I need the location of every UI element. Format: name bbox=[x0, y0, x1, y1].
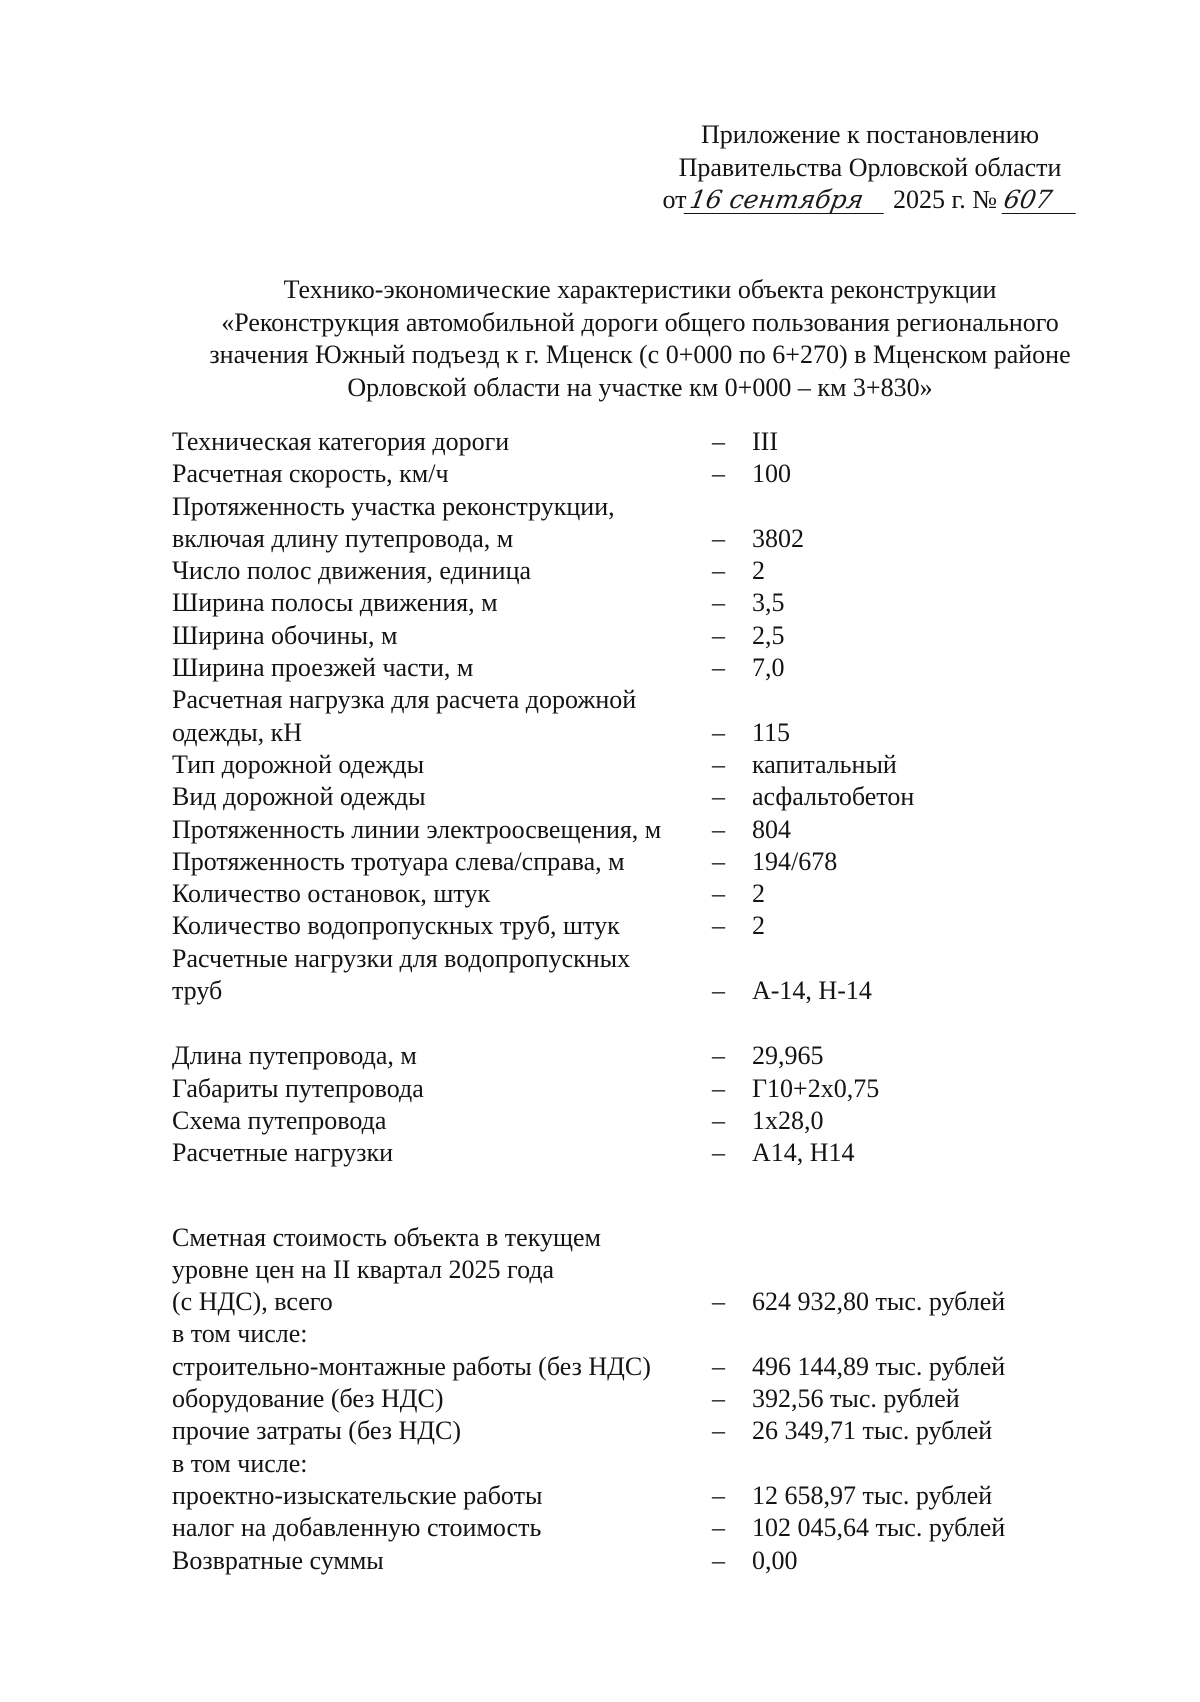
dash-separator: – bbox=[712, 1513, 725, 1543]
characteristic-value: 3802 bbox=[752, 523, 804, 553]
dash-separator: – bbox=[712, 1287, 725, 1317]
characteristic-row bbox=[172, 1415, 1172, 1447]
characteristic-value: III bbox=[752, 427, 778, 456]
dash-separator: – bbox=[712, 588, 725, 618]
characteristic-label: (с НДС), всего bbox=[172, 1287, 333, 1317]
characteristic-row bbox=[172, 555, 1172, 587]
appendix-header-line1: Приложение к постановлению bbox=[700, 120, 1040, 149]
characteristic-value: 1х28,0 bbox=[752, 1105, 824, 1135]
characteristic-row bbox=[172, 975, 1172, 1007]
characteristic-label: проектно-изыскательские работы bbox=[172, 1480, 543, 1510]
characteristic-label: налог на добавленную стоимость bbox=[172, 1513, 542, 1543]
characteristic-row bbox=[172, 523, 1172, 555]
dash-separator: – bbox=[712, 911, 725, 941]
characteristic-value: А14, Н14 bbox=[752, 1138, 855, 1168]
characteristic-row bbox=[172, 846, 1172, 878]
characteristic-label: Протяженность участка реконструкции, bbox=[172, 491, 615, 521]
characteristic-label: уровне цен на II квартал 2025 года bbox=[172, 1254, 555, 1284]
characteristic-label: Габариты путепровода bbox=[172, 1073, 424, 1103]
characteristic-label: в том числе: bbox=[172, 1448, 308, 1478]
title-line: значения Южный подъезд к г. Мценск (с 0+000 по 6+270) в Мценском районе bbox=[209, 340, 1071, 369]
characteristic-row bbox=[172, 491, 1172, 523]
characteristic-row bbox=[172, 814, 1172, 846]
dash-separator: – bbox=[712, 814, 725, 844]
characteristic-label: Расчетная нагрузка для расчета дорожной bbox=[172, 685, 637, 715]
characteristic-label: одежды, кН bbox=[172, 717, 303, 747]
dash-separator: – bbox=[712, 749, 725, 779]
characteristics-section bbox=[172, 426, 1172, 1007]
dash-separator: – bbox=[712, 556, 725, 586]
characteristic-value: 0,00 bbox=[752, 1545, 798, 1575]
characteristic-row bbox=[172, 426, 1172, 458]
dash-separator: – bbox=[712, 976, 725, 1006]
characteristic-value: 29,965 bbox=[752, 1041, 824, 1071]
characteristic-label: Расчетные нагрузки bbox=[172, 1138, 394, 1168]
dash-separator: – bbox=[712, 1351, 725, 1381]
characteristic-label: включая длину путепровода, м bbox=[172, 523, 514, 553]
characteristic-label: Расчетные нагрузки для водопропускных bbox=[172, 943, 631, 973]
title-line: Технико-экономические характеристики объекта реконструкции bbox=[283, 275, 997, 304]
characteristic-value: 26 349,71 тыс. рублей bbox=[752, 1416, 993, 1446]
characteristic-row bbox=[172, 910, 1172, 942]
characteristic-label: Протяженность линии электроосвещения, м bbox=[172, 814, 662, 844]
characteristics-list bbox=[172, 426, 1172, 1577]
characteristic-label: Техническая категория дороги bbox=[172, 427, 510, 456]
characteristic-label: в том числе: bbox=[172, 1319, 308, 1349]
characteristic-label: Сметная стоимость объекта в текущем bbox=[172, 1222, 601, 1252]
characteristic-row bbox=[172, 1222, 1172, 1254]
dash-separator: – bbox=[712, 1138, 725, 1168]
handwritten-number: 607 bbox=[1001, 187, 1080, 214]
characteristic-row bbox=[172, 1480, 1172, 1512]
characteristic-row bbox=[172, 781, 1172, 813]
year-number-label: 2025 г. № bbox=[892, 185, 998, 214]
characteristic-value: асфальтобетон bbox=[752, 782, 915, 812]
document-title bbox=[110, 274, 1170, 404]
characteristic-label: Ширина полосы движения, м bbox=[172, 588, 498, 618]
characteristic-value: А-14, Н-14 bbox=[752, 976, 872, 1006]
dash-separator: – bbox=[712, 1480, 725, 1510]
characteristic-label: прочие затраты (без НДС) bbox=[172, 1416, 461, 1446]
characteristic-row bbox=[172, 684, 1172, 716]
dash-separator: – bbox=[712, 1384, 725, 1414]
characteristic-label: Число полос движения, единица bbox=[172, 556, 532, 586]
characteristic-value: 12 658,97 тыс. рублей bbox=[752, 1480, 993, 1510]
handwritten-date: 16 сентября bbox=[684, 187, 889, 214]
characteristic-value: 804 bbox=[752, 814, 791, 844]
dash-separator: – bbox=[712, 1545, 725, 1575]
characteristic-value: 115 bbox=[752, 717, 791, 747]
dash-separator: – bbox=[712, 459, 725, 489]
characteristic-row bbox=[172, 587, 1172, 619]
dash-separator: – bbox=[712, 1073, 725, 1103]
characteristic-label: Количество остановок, штук bbox=[172, 879, 491, 909]
characteristic-value: Г10+2х0,75 bbox=[752, 1073, 880, 1103]
characteristic-row bbox=[172, 1351, 1172, 1383]
dash-separator: – bbox=[712, 427, 725, 456]
characteristic-value: 2,5 bbox=[752, 620, 785, 650]
characteristic-row bbox=[172, 943, 1172, 975]
characteristic-label: оборудование (без НДС) bbox=[172, 1384, 444, 1414]
dash-separator: – bbox=[712, 1105, 725, 1135]
characteristics-section bbox=[172, 1040, 1172, 1169]
characteristic-value: 624 932,80 тыс. рублей bbox=[752, 1287, 1006, 1317]
dash-separator: – bbox=[712, 620, 725, 650]
appendix-header-line2: Правительства Орловской области bbox=[678, 152, 1062, 182]
appendix-header bbox=[640, 119, 1100, 217]
characteristic-label: труб bbox=[172, 976, 223, 1006]
characteristic-row bbox=[172, 1040, 1172, 1072]
characteristic-value: 2 bbox=[752, 879, 765, 909]
dash-separator: – bbox=[712, 1416, 725, 1446]
characteristic-value: 102 045,64 тыс. рублей bbox=[752, 1513, 1006, 1543]
dash-separator: – bbox=[712, 717, 725, 747]
characteristic-row bbox=[172, 878, 1172, 910]
characteristic-row bbox=[172, 1073, 1172, 1105]
characteristic-value: 2 bbox=[752, 911, 765, 941]
date-prefix: от bbox=[662, 185, 687, 214]
characteristic-value: 496 144,89 тыс. рублей bbox=[752, 1351, 1006, 1381]
characteristic-value: 194/678 bbox=[752, 846, 838, 876]
characteristic-row bbox=[172, 1318, 1172, 1350]
characteristic-row bbox=[172, 1545, 1172, 1577]
characteristic-label: Ширина обочины, м bbox=[172, 620, 398, 650]
dash-separator: – bbox=[712, 879, 725, 909]
characteristic-label: Схема путепровода bbox=[172, 1105, 387, 1135]
characteristic-row bbox=[172, 1254, 1172, 1286]
characteristic-value: 3,5 bbox=[752, 588, 785, 618]
characteristic-row bbox=[172, 458, 1172, 490]
characteristic-row bbox=[172, 1448, 1172, 1480]
characteristic-row bbox=[172, 749, 1172, 781]
characteristic-row bbox=[172, 652, 1172, 684]
title-line: «Реконструкция автомобильной дороги общего пользования регионального bbox=[221, 307, 1059, 337]
characteristic-row bbox=[172, 1105, 1172, 1137]
characteristics-section bbox=[172, 1222, 1172, 1577]
dash-separator: – bbox=[712, 523, 725, 553]
dash-separator: – bbox=[712, 653, 725, 683]
characteristic-row bbox=[172, 717, 1172, 749]
characteristic-row bbox=[172, 1512, 1172, 1544]
resolution-date-line bbox=[640, 184, 1100, 217]
characteristic-label: строительно-монтажные работы (без НДС) bbox=[172, 1351, 651, 1381]
dash-separator: – bbox=[712, 846, 725, 876]
characteristic-label: Вид дорожной одежды bbox=[172, 782, 426, 812]
characteristic-value: 100 bbox=[752, 459, 791, 489]
characteristic-label: Длина путепровода, м bbox=[172, 1041, 417, 1071]
characteristic-row bbox=[172, 1383, 1172, 1415]
characteristic-value: 392,56 тыс. рублей bbox=[752, 1384, 960, 1414]
characteristic-label: Количество водопропускных труб, штук bbox=[172, 911, 620, 941]
characteristic-row bbox=[172, 1286, 1172, 1318]
characteristic-value: 7,0 bbox=[752, 653, 785, 683]
characteristic-label: Расчетная скорость, км/ч bbox=[172, 459, 449, 489]
characteristic-label: Протяженность тротуара слева/справа, м bbox=[172, 846, 625, 876]
characteristic-label: Тип дорожной одежды bbox=[172, 749, 425, 779]
characteristic-value: капитальный bbox=[752, 749, 897, 779]
title-line: Орловской области на участке км 0+000 – км 3+830» bbox=[347, 372, 933, 402]
dash-separator: – bbox=[712, 782, 725, 812]
dash-separator: – bbox=[712, 1041, 725, 1071]
characteristic-label: Возвратные суммы bbox=[172, 1545, 384, 1575]
characteristic-value: 2 bbox=[752, 556, 765, 586]
characteristic-row bbox=[172, 620, 1172, 652]
characteristic-label: Ширина проезжей части, м bbox=[172, 653, 474, 683]
characteristic-row bbox=[172, 1137, 1172, 1169]
